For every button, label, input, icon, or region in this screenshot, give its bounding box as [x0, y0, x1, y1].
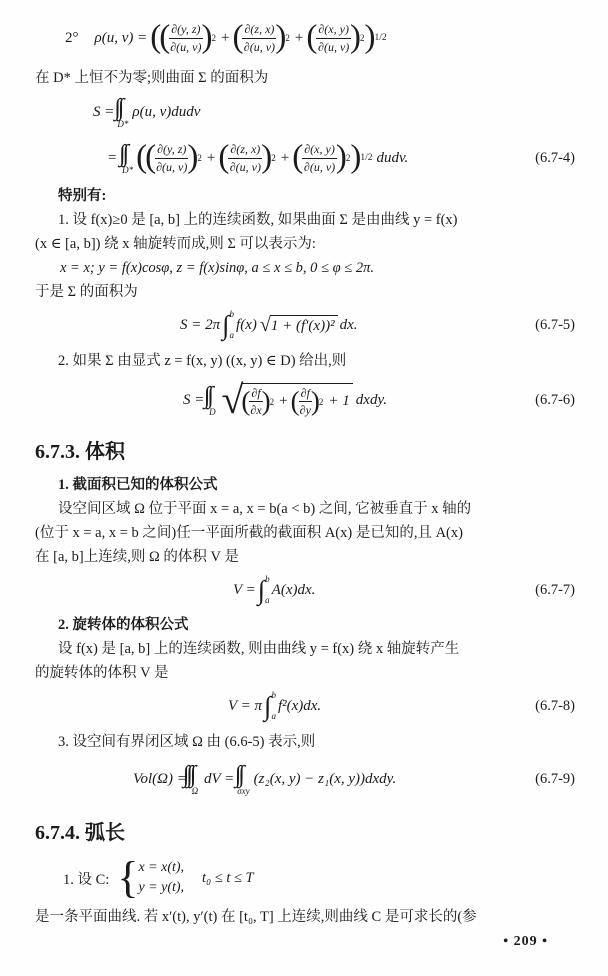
plus-sign: + — [206, 149, 216, 166]
open-paren: ( — [241, 386, 251, 417]
exponent-2: 2 — [197, 153, 202, 163]
integral-limit: D — [209, 406, 216, 417]
exponent-2: 2 — [345, 153, 351, 163]
plus-sign: + — [279, 393, 288, 409]
integral — [264, 690, 276, 722]
fraction — [228, 142, 262, 174]
integrand: f(x) — [236, 316, 257, 333]
fraction-numerator: ∂(y, z) — [169, 22, 202, 38]
fraction-denominator: ∂(u, v) — [229, 159, 261, 174]
radical-sign: √ — [259, 313, 271, 336]
integral-glyph: ∫ — [264, 690, 272, 721]
paragraph-line: 设空间区域 Ω 位于平面 x = a, x = b(a < b) 之间, 它被垂直于 x 轴的 — [58, 501, 472, 517]
plus-sign: + — [221, 29, 230, 46]
double-integral — [122, 142, 133, 175]
fraction — [249, 386, 262, 418]
radicand: 1 + (f′(x))² — [270, 315, 338, 335]
cases-group — [117, 853, 185, 903]
equation-tag: (6.7-9) — [535, 770, 575, 787]
integral-limit: D* — [117, 118, 129, 129]
equation-parametric-surface: x = x; y = f(x)cosφ, z = f(x)sinφ, a ≤ x ≤ b, 0 ≤ φ ≤ 2π. — [60, 260, 374, 276]
equation-mid: dV = — [203, 770, 235, 787]
integrand: A(x)dx. — [271, 581, 316, 598]
radicand-tail: + 1 — [328, 393, 350, 409]
double-integral — [237, 763, 249, 796]
open-paren: ( — [292, 139, 304, 176]
open-paren: ( — [159, 19, 171, 56]
fraction-numerator: ∂f — [299, 386, 312, 402]
fraction-numerator: ∂f — [249, 386, 262, 402]
fraction — [155, 142, 188, 174]
close-paren: ) — [364, 19, 376, 56]
open-paren: ( — [145, 139, 157, 176]
plus-sign: + — [280, 149, 290, 166]
fraction — [242, 22, 276, 54]
parameter-condition: t₀ ≤ t ≤ T — [202, 869, 254, 886]
equation-6-7-8 — [228, 688, 575, 724]
fraction-denominator: ∂(u, v) — [303, 159, 336, 174]
exponent-half: 1/2 — [374, 33, 387, 43]
equation-tag: (6.7-6) — [535, 391, 575, 408]
exponent-2: 2 — [359, 33, 365, 43]
paragraph-line: 3. 设空间有界闭区域 Ω 由 (6.6-5) 表示,则 — [58, 734, 316, 750]
equation-tag: (6.7-4) — [535, 149, 575, 166]
integral-glyph: ∫ — [222, 309, 230, 340]
equation-tag: (6.7-5) — [535, 316, 575, 333]
section-heading-arclength: 6.7.4. 弧长 — [35, 822, 125, 844]
paragraph-line: 特别有: — [58, 188, 107, 204]
paragraph-line: 在 D* 上恒不为零;则曲面 Σ 的面积为 — [35, 70, 269, 86]
paragraph-line: 的旋转体的体积 V 是 — [35, 665, 169, 681]
integral — [258, 574, 270, 606]
equation-6-7-6 — [183, 375, 575, 425]
fraction-numerator: ∂(z, x) — [242, 22, 276, 38]
exponent-2: 2 — [318, 396, 324, 407]
double-integral-glyph — [122, 142, 133, 166]
double-integral — [207, 384, 217, 417]
fraction-denominator: ∂x — [250, 403, 262, 417]
section-heading-volume: 6.7.3. 体积 — [35, 441, 125, 463]
integral-lower-limit: a — [265, 595, 270, 605]
plus-sign: + — [294, 29, 304, 46]
fraction — [299, 386, 312, 418]
subsection-title: 1. 截面积已知的体积公式 — [58, 477, 218, 493]
double-integral-glyph — [117, 96, 128, 120]
equation-lhs: S = 2π — [180, 316, 221, 333]
equation-lhs: ρ(u, v) = — [94, 29, 148, 46]
radical-sign: √ — [221, 377, 244, 422]
subsection-title: 2. 旋转体的体积公式 — [58, 617, 189, 633]
page-number: • 209 • — [503, 934, 548, 949]
close-paren: ) — [335, 139, 347, 176]
open-paren: ( — [136, 139, 148, 176]
close-paren: ) — [275, 19, 287, 56]
paragraph-line: 设 f(x) 是 [a, b] 上的连续函数, 则由曲线 y = f(x) 绕 x 轴旋转产生 — [58, 641, 460, 657]
open-paren: ( — [306, 19, 318, 56]
open-paren: ( — [218, 139, 230, 176]
integrand: f²(x)dx. — [277, 697, 322, 714]
equation-6-7-7 — [233, 572, 575, 608]
integral-upper-limit: b — [229, 309, 235, 319]
item-label: 2° — [65, 29, 79, 46]
open-paren: ( — [232, 19, 244, 56]
item-label: 1. 设 C: — [63, 871, 110, 888]
case-line: y = y(t), — [138, 880, 185, 895]
exponent-2: 2 — [271, 153, 276, 163]
radicand — [241, 383, 352, 418]
equation-6-7-9 — [133, 756, 575, 802]
open-paren: ( — [290, 386, 300, 417]
paragraph-line: (位于 x = a, x = b 之间)任一平面所截的截面积 A(x) 是已知的,且 A(x) — [35, 525, 463, 541]
integral-lower-limit: a — [229, 330, 235, 340]
fraction-numerator: ∂(y, z) — [155, 142, 188, 158]
differential: dxdy. — [355, 391, 388, 408]
differential: dx. — [339, 316, 358, 333]
fraction-denominator: ∂(u, v) — [170, 39, 202, 54]
integral — [222, 309, 234, 341]
equation-rhs: (z₂(x, y) − z₁(x, y))dxdy. — [253, 770, 397, 787]
fraction — [169, 22, 202, 54]
paragraph-line: 于是 Σ 的面积为 — [35, 284, 138, 300]
equation-rhs: dudv. — [376, 149, 409, 166]
paragraph-line: (x ∈ [a, b]) 绕 x 轴旋转而成,则 Σ 可以表示为: — [35, 236, 316, 252]
exponent-half: 1/2 — [360, 153, 373, 163]
fraction — [316, 22, 351, 54]
integral-limit: Ω — [191, 785, 199, 796]
close-paren: ) — [261, 139, 273, 176]
equation-lhs: Vol(Ω) = — [133, 770, 187, 787]
equals-sign: = — [107, 149, 118, 166]
close-paren: ) — [261, 386, 271, 417]
triple-integral-glyph — [190, 763, 200, 787]
equation-rhs: ρ(u, v)dudv — [132, 103, 201, 120]
triple-integral — [190, 763, 200, 796]
paragraph-line: 是一条平面曲线. 若 x′(t), y′(t) 在 [t₀, T] 上连续,则曲线 C 是可求长的(参 — [35, 909, 477, 925]
equation-lhs: S = — [183, 391, 205, 408]
equation-lhs: S = — [93, 103, 115, 120]
integral-lower-limit: a — [271, 711, 276, 721]
equation-6-7-5 — [180, 306, 575, 344]
exponent-2: 2 — [285, 33, 290, 43]
paragraph-line: 1. 设 f(x)≥0 是 [a, b] 上的连续函数, 如果曲面 Σ 是由曲线 y = f(x) — [58, 212, 458, 228]
integral-upper-limit: b — [265, 574, 270, 584]
open-paren: ( — [150, 19, 162, 56]
equation-rho-definition — [65, 14, 575, 62]
double-integral-glyph — [207, 384, 217, 408]
fraction-numerator: ∂(z, x) — [228, 142, 262, 158]
equation-area-integral — [93, 92, 575, 132]
equation-tag: (6.7-8) — [535, 697, 575, 714]
fraction-numerator: ∂(x, y) — [316, 22, 351, 38]
paragraph-line: 2. 如果 Σ 由显式 z = f(x, y) ((x, y) ∈ D) 给出,则 — [58, 353, 347, 369]
integral-upper-limit: b — [271, 690, 276, 700]
close-paren: ) — [350, 139, 362, 176]
close-paren: ) — [187, 139, 199, 176]
fraction — [302, 142, 337, 174]
equation-tag: (6.7-7) — [535, 581, 575, 598]
integral-glyph: ∫ — [257, 574, 266, 605]
close-paren: ) — [349, 19, 361, 56]
integral-limit: σxy — [237, 785, 250, 796]
exponent-2: 2 — [269, 396, 275, 407]
integral-limit: D* — [122, 164, 134, 175]
left-brace: { — [117, 853, 139, 903]
equation-lhs: V = — [233, 581, 256, 598]
fraction-denominator: ∂(u, v) — [243, 39, 276, 54]
fraction-denominator: ∂y — [299, 403, 311, 417]
fraction-numerator: ∂(x, y) — [302, 142, 337, 158]
equation-lhs: V = π — [228, 697, 263, 714]
paragraph-line: 在 [a, b]上连续,则 Ω 的体积 V 是 — [35, 549, 239, 565]
close-paren: ) — [310, 386, 320, 417]
equation-curve-definition — [63, 854, 575, 902]
equation-6-7-4 — [107, 134, 575, 182]
double-integral-glyph — [237, 763, 249, 787]
fraction-denominator: ∂(u, v) — [318, 39, 350, 54]
double-integral — [117, 96, 128, 129]
fraction-denominator: ∂(u, v) — [156, 159, 188, 174]
close-paren: ) — [201, 19, 213, 56]
square-root — [260, 315, 338, 335]
square-root — [221, 377, 352, 422]
case-line: x = x(t), — [138, 860, 185, 875]
exponent-2: 2 — [211, 33, 216, 43]
